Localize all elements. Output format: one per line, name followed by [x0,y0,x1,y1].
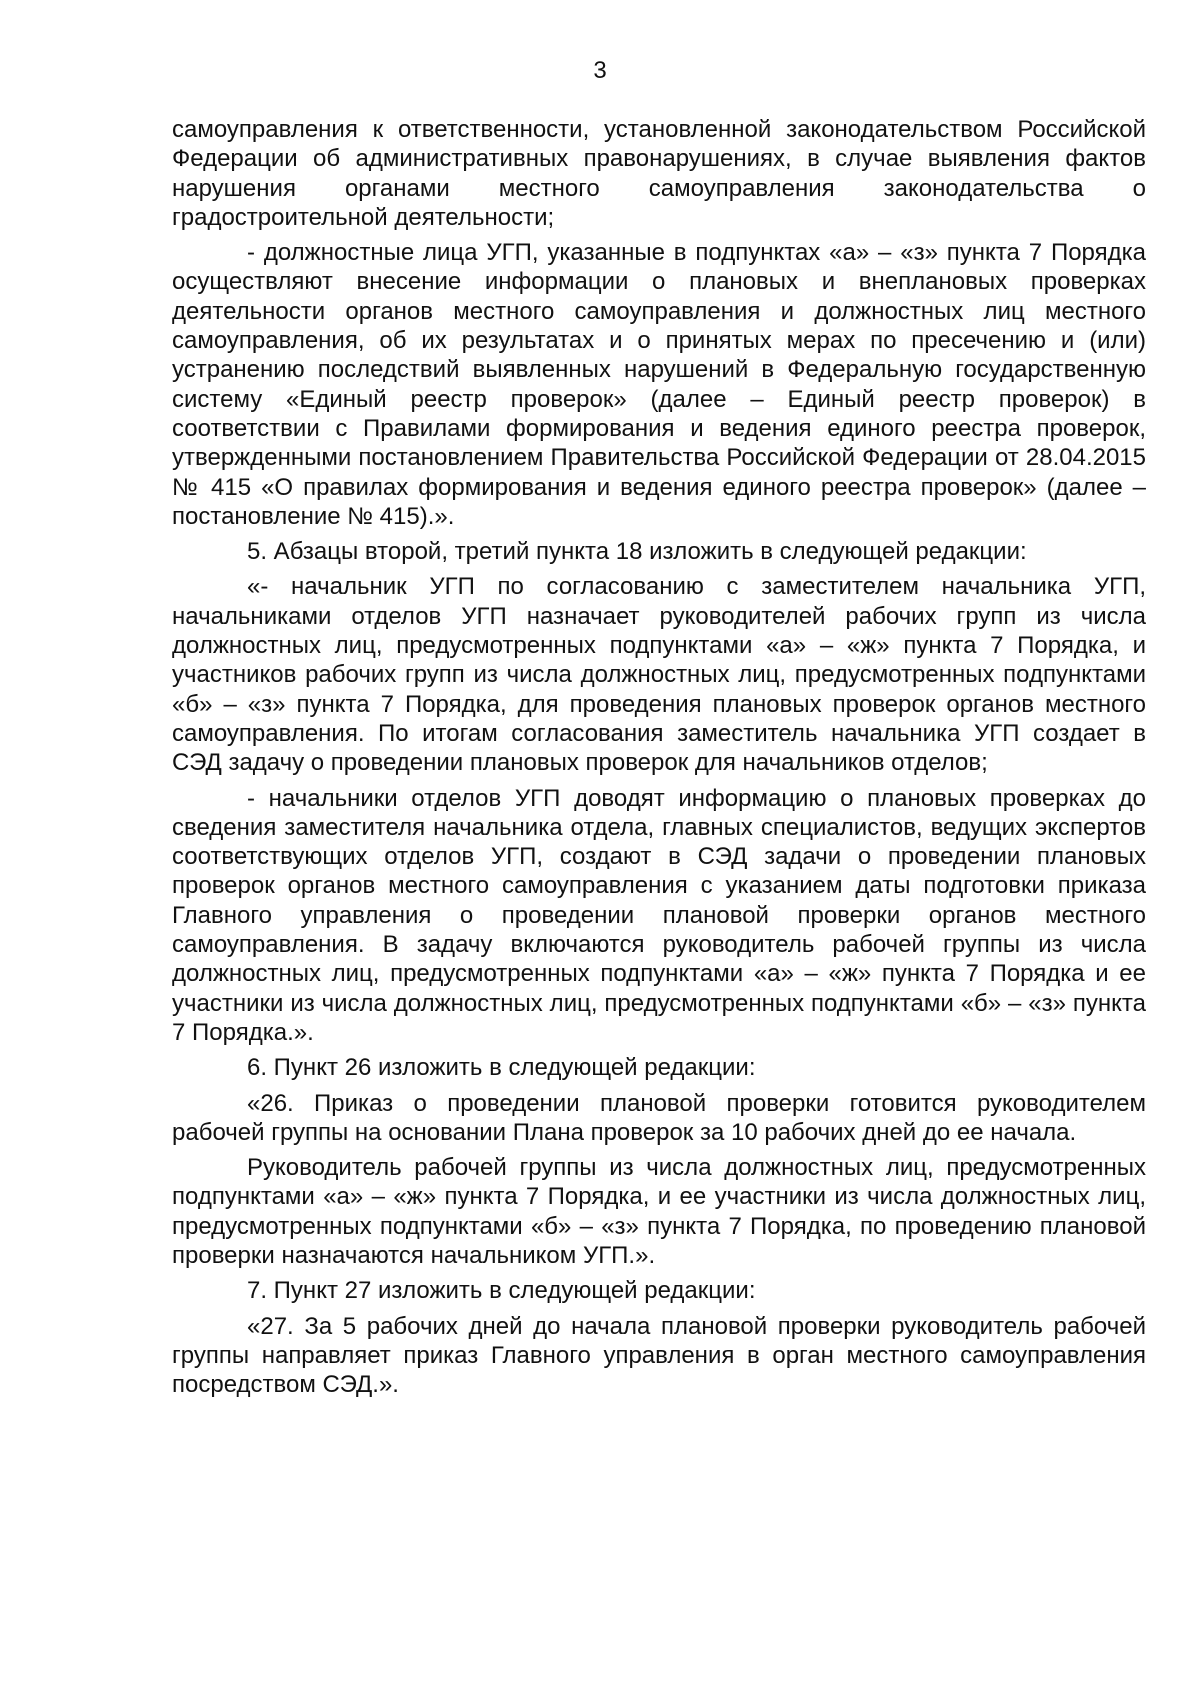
paragraph-item-6-heading: 6. Пункт 26 изложить в следующей редакции: [247,1054,756,1082]
paragraph-continuation: самоуправления к ответственности, установленной законодательством Российской Федерации об административных правонарушениях, в случае выявления фактов нарушения органами местного самоуправления законодательства о градостроительной деятельности; [172,116,1146,231]
page-number: 3 [593,57,607,84]
paragraph-item-27-order: «27. За 5 рабочих дней до начала плановой проверки руководитель рабочей группы направляет приказ Главного управления в орган местного самоуправления посредством СЭД.». [172,1312,1146,1399]
paragraph-item-26-group-leader: Руководитель рабочей группы из числа должностных лиц, предусмотренных подпунктами «а» – «ж» пункта 7 Порядка, и ее участники из числа должностных лиц, предусмотренных подпунктами «б» – «з» пункта 7 Порядка, по проведению плановой проверки назначаются начальником УГП.». [172,1154,1146,1269]
paragraph-item-5-head-assigns: «- начальник УГП по согласованию с заместителем начальника УГП, начальниками отделов УГП назначает руководителей рабочих групп из числа должностных лиц, предусмотренных подпунктами «а» – «ж» пункта 7 Порядка, и участников рабочих групп из числа должностных лиц, предусмотренных подпунктами «б» – «з» пункта 7 Порядка, для проведения плановых проверок органов местного самоуправления. По итогам согласования заместитель начальника УГП создает в СЭД задачу о проведении плановых проверок для начальников отделов; [172,573,1146,777]
paragraph-item-7-heading: 7. Пункт 27 изложить в следующей редакции: [247,1277,756,1305]
document-body [172,115,1146,1405]
paragraph-officials-registry: - должностные лица УГП, указанные в подпунктах «а» – «з» пункта 7 Порядка осуществляют внесение информации о плановых и внеплановых проверках деятельности органов местного самоуправления и должностных лиц местного самоуправления, об их результатах и о принятых мерах по пресечению и (или) устранению последствий выявленных нарушений в Федеральную государственную систему «Единый реестр проверок» (далее – Единый реестр проверок) в соответствии с Правилами формирования и ведения единого реестра проверок, утвержденными постановлением Правительства Российской Федерации от 28.04.2015 № 415 «О правилах формирования и ведения единого реестра проверок» (далее – постановление № 415).». [172,239,1146,530]
paragraph-item-26-order: «26. Приказ о проведении плановой проверки готовится руководителем рабочей группы на основании Плана проверок за 10 рабочих дней до ее начала. [172,1089,1146,1146]
paragraph-item-5-heading: 5. Абзацы второй, третий пункта 18 изложить в следующей редакции: [247,538,1027,566]
paragraph-item-5-department-heads: - начальники отделов УГП доводят информацию о плановых проверках до сведения заместителя начальника отдела, главных специалистов, ведущих экспертов соответствующих отделов УГП, создают в СЭД задачи о проведении плановых проверок органов местного самоуправления с указанием даты подготовки приказа Главного управления о проведении плановой проверки органов местного самоуправления. В задачу включаются руководитель рабочей группы из числа должностных лиц, предусмотренных подпунктами «а» – «ж» пункта 7 Порядка и ее участники из числа должностных лиц, предусмотренных подпунктами «б» – «з» пункта 7 Порядка.». [172,784,1146,1046]
